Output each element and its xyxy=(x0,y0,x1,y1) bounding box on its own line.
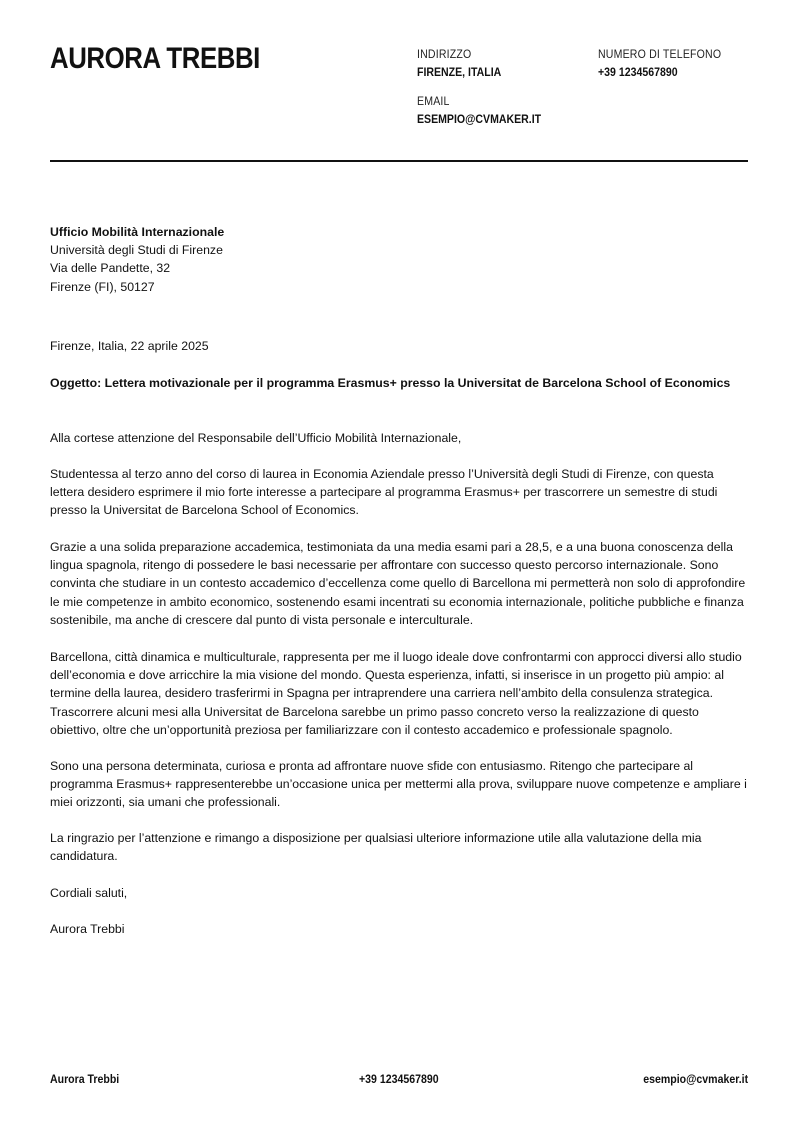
letter-subject: Oggetto: Lettera motivazionale per il programma Erasmus+ presso la Universitat de Barcelona School of Economics xyxy=(50,376,731,390)
recipient-office: Ufficio Mobilità Internazionale xyxy=(50,225,225,239)
letter-closing: Cordiali saluti, xyxy=(50,886,128,900)
body-paragraph: Studentessa al terzo anno del corso di laurea in Economia Aziendale presso l’Università degli Studi di Firenze, con questa lettera desidero esprimere il mio forte interesse a partecipare al programma Erasmus+ per trascorrere un semestre di studi presso la Universitat de Barcelona School of Economics. xyxy=(50,467,718,518)
footer-phone: +39 1234567890 xyxy=(359,1072,439,1086)
phone-value: +39 1234567890 xyxy=(598,65,678,79)
recipient-city: Firenze (FI), 50127 xyxy=(50,279,155,294)
letter-salutation: Alla cortese attenzione del Responsabile dell’Ufficio Mobilità Internazionale, xyxy=(50,431,462,445)
body-paragraph: Grazie a una solida preparazione accademica, testimoniata da una media esami pari a 28,5, e a una buona conoscenza della lingua spagnola, ritengo di possedere le basi necessarie per affrontare con successo questo percorso internazionale. Sono convinta che studiare in un contesto accademico d’eccellenza come quello di Barcellona mi permetterà non solo di approfondire le mie competenze in ambito economico, sostenendo esami incentrati su economia internazionale, politiche pubbliche e finanza sostenibile, ma anche di crescere dal punto di vista personale e interculturale. xyxy=(50,540,746,627)
applicant-name: AURORA TREBBI xyxy=(50,42,260,75)
address-block xyxy=(417,45,501,81)
recipient-block xyxy=(50,223,750,296)
letter-signature: Aurora Trebbi xyxy=(50,922,125,936)
recipient-university: Università degli Studi di Firenze xyxy=(50,243,223,258)
phone-label: NUMERO DI TELEFONO xyxy=(598,47,722,61)
body-paragraph: La ringrazio per l’attenzione e rimango a disposizione per qualsiasi ulteriore informazione utile alla valutazione della mia candidatura. xyxy=(50,831,702,864)
body-paragraph: Barcellona, città dinamica e multiculturale, rappresenta per me il luogo ideale dove confrontarmi con approcci diversi allo studio dell’economia e dove arricchire la mia visione del mondo. Questa esperienza, infatti, si inserisce in un progetto più ampio: al termine della laurea, desidero trasferirmi in Spagna per intraprendere una carriera nell’ambito della consulenza strategica. Trascorrere alcuni mesi alla Universitat de Barcelona sarebbe un primo passo concreto verso la realizzazione di questo obiettivo, oltre che un’opportunità preziosa per familiarizzare con il contesto accademico e professionale spagnolo. xyxy=(50,650,742,737)
phone-block xyxy=(598,45,721,81)
email-value: ESEMPIO@CVMAKER.IT xyxy=(417,112,542,126)
body-paragraph: Sono una persona determinata, curiosa e pronta ad affrontare nuove sfide con entusiasmo. Ritengo che partecipare al programma Erasmus+ rappresenterebbe un’occasione unica per mettermi alla prova, sviluppare nuove competenze e ampliare i miei orizzonti, sia umani che professionali. xyxy=(50,759,747,810)
email-block xyxy=(417,92,541,128)
email-label: EMAIL xyxy=(417,94,450,108)
footer-name: Aurora Trebbi xyxy=(50,1072,120,1086)
letter-date: Firenze, Italia, 22 aprile 2025 xyxy=(50,339,209,353)
address-label: INDIRIZZO xyxy=(417,47,472,61)
recipient-street: Via delle Pandette, 32 xyxy=(50,261,171,276)
footer-email: esempio@cvmaker.it xyxy=(643,1072,748,1086)
header-divider xyxy=(50,160,748,162)
address-value: FIRENZE, ITALIA xyxy=(417,65,502,79)
